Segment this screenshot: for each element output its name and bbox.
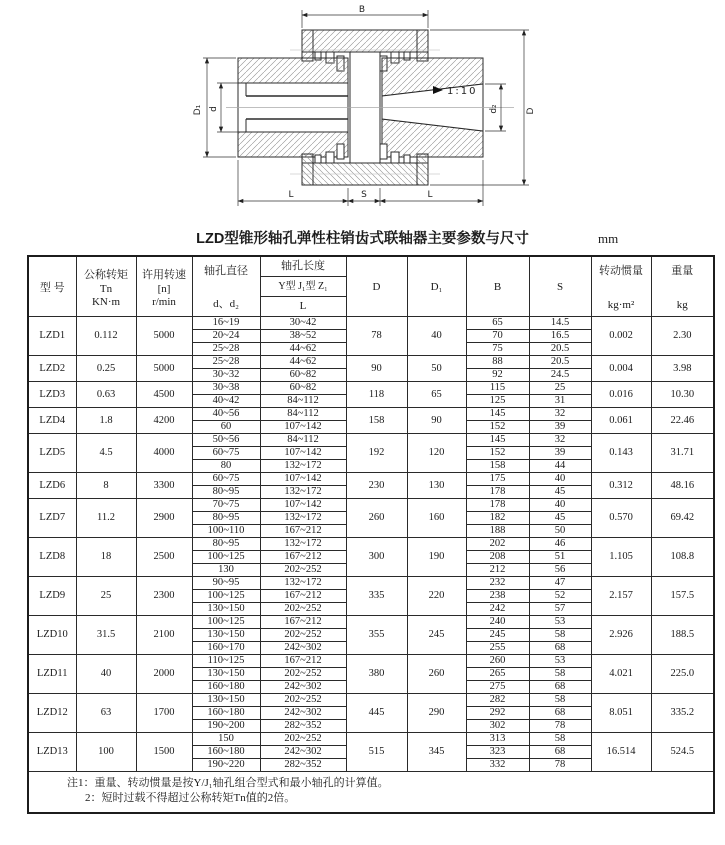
dim-label-d1: D₁ [193,104,203,116]
D-cell: 355 [346,616,407,655]
bore-length-cell: 242~302 [260,642,346,655]
B-cell: 152 [466,447,529,460]
weight-cell: 22.46 [651,408,714,434]
speed-cell: 3300 [136,473,192,499]
bore-length-cell: 84~112 [260,434,346,447]
torque-cell: 18 [76,538,136,577]
D-cell: 260 [346,499,407,538]
S-cell: 52 [529,590,591,603]
bore-diameter-cell: 190~220 [192,759,260,772]
S-cell: 57 [529,603,591,616]
B-cell: 232 [466,577,529,590]
S-cell: 58 [529,668,591,681]
inertia-cell: 16.514 [591,733,651,772]
S-cell: 68 [529,681,591,694]
B-cell: 65 [466,317,529,330]
inertia-cell: 2.157 [591,577,651,616]
D1-cell: 130 [407,473,466,499]
D1-cell: 290 [407,694,466,733]
col-header-torque [76,256,136,317]
D1-cell: 345 [407,733,466,772]
speed-cell: 2000 [136,655,192,694]
bore-diameter-cell: 110~125 [192,655,260,668]
technical-drawing [0,0,725,230]
bore-diameter-cell: 80~95 [192,486,260,499]
bore-diameter-cell: 130 [192,564,260,577]
bore-length-cell: 202~252 [260,629,346,642]
torque-cell: 31.5 [76,616,136,655]
bore-diameter-cell: 130~150 [192,603,260,616]
bore-length-cell: 167~212 [260,616,346,629]
S-cell: 68 [529,642,591,655]
bore-length-cell: 132~172 [260,486,346,499]
bore-length-cell: 84~112 [260,395,346,408]
bore-length-cell: 44~62 [260,343,346,356]
inertia-cell: 8.051 [591,694,651,733]
col-header-model [28,256,76,317]
D1-cell: 220 [407,577,466,616]
bore-diameter-cell: 160~180 [192,707,260,720]
S-cell: 68 [529,707,591,720]
speed-cell: 1700 [136,694,192,733]
S-cell: 78 [529,759,591,772]
bore-diameter-cell: 160~180 [192,746,260,759]
D-cell: 230 [346,473,407,499]
bore-diameter-cell: 70~75 [192,499,260,512]
bore-length-cell: 202~252 [260,668,346,681]
taper-label: 1:10 [447,86,478,97]
bore-length-cell: 44~62 [260,356,346,369]
note-line-2: 2：短时过载不得超过公称转矩Tn值的2倍。 [85,792,296,804]
speed-cell: 2300 [136,577,192,616]
weight-cell: 335.2 [651,694,714,733]
B-cell: 323 [466,746,529,759]
D1-cell: 120 [407,434,466,473]
parameter-table-wrap [27,255,715,814]
bore-diameter-cell: 100~125 [192,616,260,629]
torque-cell: 0.25 [76,356,136,382]
B-cell: 238 [466,590,529,603]
weight-cell: 157.5 [651,577,714,616]
bore-diameter-cell: 40~42 [192,395,260,408]
bore-diameter-cell: 160~170 [192,642,260,655]
speed-cell: 2100 [136,616,192,655]
bore-length-cell: 132~172 [260,577,346,590]
S-cell: 25 [529,382,591,395]
B-cell: 115 [466,382,529,395]
S-cell: 39 [529,421,591,434]
col-header-bore-length [260,256,346,317]
B-cell: 313 [466,733,529,746]
D1-cell: 160 [407,499,466,538]
S-cell: 58 [529,694,591,707]
header-torque-l3: KN·m [91,295,121,308]
inertia-cell: 0.061 [591,408,651,434]
note-line-1: 注1：重量、转动惯量是按Y/J₁轴孔组合型式和最小轴孔的计算值。 [67,777,389,789]
dim-label-l-right: L [427,190,433,200]
header-speed-l2: [n] [157,282,171,295]
bore-length-cell: 60~82 [260,382,346,395]
weight-cell: 48.16 [651,473,714,499]
torque-cell: 63 [76,694,136,733]
model-cell: LZD12 [28,694,76,733]
speed-cell: 4200 [136,408,192,434]
bore-length-cell: 242~302 [260,746,346,759]
B-cell: 75 [466,343,529,356]
bore-diameter-cell: 130~150 [192,694,260,707]
torque-cell: 1.8 [76,408,136,434]
bore-diameter-cell: 30~32 [192,369,260,382]
table-row [28,655,714,668]
bore-diameter-cell: 190~200 [192,720,260,733]
col-header-S [529,256,591,317]
torque-cell: 4.5 [76,434,136,473]
header-inertia-l2: kg·m² [607,298,635,311]
bore-diameter-cell: 20~24 [192,330,260,343]
torque-cell: 40 [76,655,136,694]
B-cell: 125 [466,395,529,408]
dim-label-d-cap: D [526,107,536,115]
bore-length-cell: 167~212 [260,551,346,564]
model-cell: LZD13 [28,733,76,772]
bore-diameter-cell: 60 [192,421,260,434]
bore-length-cell: 202~252 [260,603,346,616]
weight-cell: 225.0 [651,655,714,694]
bore-length-cell: 202~252 [260,564,346,577]
header-row [28,256,714,317]
B-cell: 158 [466,460,529,473]
bore-length-cell: 60~82 [260,369,346,382]
B-cell: 302 [466,720,529,733]
B-cell: 212 [466,564,529,577]
dim-label-b: B [358,5,366,15]
header-inertia-l1: 转动惯量 [599,264,643,277]
B-cell: 178 [466,499,529,512]
B-cell: 152 [466,421,529,434]
bore-diameter-cell: 80 [192,460,260,473]
bore-length-cell: 167~212 [260,590,346,603]
header-torque-l1: 公称转矩 [84,268,128,281]
bore-diameter-cell: 100~110 [192,525,260,538]
bore-length-cell: 30~42 [260,317,346,330]
unit-label: mm [598,231,619,246]
S-cell: 51 [529,551,591,564]
header-bore-d-l1: 轴孔直径 [204,264,248,277]
S-cell: 45 [529,512,591,525]
bore-length-cell: 84~112 [260,408,346,421]
notes-cell [28,772,714,814]
D-cell: 445 [346,694,407,733]
bore-diameter-cell: 60~75 [192,473,260,486]
S-cell: 16.5 [529,330,591,343]
inertia-cell: 0.004 [591,356,651,382]
bore-diameter-cell: 130~150 [192,629,260,642]
D-cell: 335 [346,577,407,616]
bore-length-cell: 132~172 [260,512,346,525]
weight-cell: 31.71 [651,434,714,473]
col-header-bore-diameter [192,256,260,317]
header-speed-l1: 许用转速 [142,268,186,281]
table-row [28,473,714,486]
model-cell: LZD8 [28,538,76,577]
table-notes [28,772,714,814]
weight-cell: 10.30 [651,382,714,408]
S-cell: 78 [529,720,591,733]
S-cell: 58 [529,733,591,746]
S-cell: 53 [529,655,591,668]
bore-length-cell: 132~172 [260,460,346,473]
S-cell: 40 [529,499,591,512]
B-cell: 260 [466,655,529,668]
header-B-label: B [493,280,502,293]
bore-diameter-cell: 25~28 [192,343,260,356]
S-cell: 46 [529,538,591,551]
D1-cell: 260 [407,655,466,694]
D-cell: 158 [346,408,407,434]
speed-cell: 1500 [136,733,192,772]
header-bore-len-l2: Y型 J₁型 Z₁ [261,277,346,297]
S-cell: 45 [529,486,591,499]
dim-label-l-left: L [288,190,294,200]
table-row [28,577,714,590]
model-cell: LZD5 [28,434,76,473]
bore-length-cell: 107~142 [260,447,346,460]
S-cell: 20.5 [529,356,591,369]
table-row [28,616,714,629]
model-cell: LZD2 [28,356,76,382]
col-header-D1 [407,256,466,317]
D1-cell: 40 [407,317,466,356]
table-header [28,256,714,317]
table-row [28,733,714,746]
S-cell: 53 [529,616,591,629]
S-cell: 39 [529,447,591,460]
inertia-cell: 0.002 [591,317,651,356]
parameter-table [27,255,715,814]
S-cell: 40 [529,473,591,486]
weight-cell: 524.5 [651,733,714,772]
speed-cell: 4500 [136,382,192,408]
bore-length-cell: 282~352 [260,720,346,733]
bore-diameter-cell: 40~56 [192,408,260,421]
inertia-cell: 0.016 [591,382,651,408]
B-cell: 292 [466,707,529,720]
bore-diameter-cell: 50~56 [192,434,260,447]
speed-cell: 2500 [136,538,192,577]
S-cell: 32 [529,408,591,421]
model-cell: LZD1 [28,317,76,356]
inertia-cell: 0.570 [591,499,651,538]
S-cell: 44 [529,460,591,473]
D-cell: 192 [346,434,407,473]
bore-diameter-cell: 25~28 [192,356,260,369]
bore-diameter-cell: 100~125 [192,551,260,564]
S-cell: 68 [529,746,591,759]
weight-cell: 3.98 [651,356,714,382]
D-cell: 300 [346,538,407,577]
B-cell: 92 [466,369,529,382]
B-cell: 208 [466,551,529,564]
inertia-cell: 1.105 [591,538,651,577]
D-cell: 90 [346,356,407,382]
D1-cell: 245 [407,616,466,655]
D-cell: 78 [346,317,407,356]
model-cell: LZD3 [28,382,76,408]
B-cell: 245 [466,629,529,642]
B-cell: 265 [466,668,529,681]
D-cell: 118 [346,382,407,408]
B-cell: 70 [466,330,529,343]
header-bore-len-l1: 轴孔长度 [261,257,346,277]
table-row [28,499,714,512]
page-title: LZD型锥形轴孔弹性柱销齿式联轴器主要参数与尺寸 [196,231,529,247]
S-cell: 20.5 [529,343,591,356]
B-cell: 88 [466,356,529,369]
bore-diameter-cell: 150 [192,733,260,746]
S-cell: 58 [529,629,591,642]
B-cell: 242 [466,603,529,616]
B-cell: 145 [466,408,529,421]
bore-length-cell: 202~252 [260,694,346,707]
D-cell: 380 [346,655,407,694]
B-cell: 255 [466,642,529,655]
bore-diameter-cell: 130~150 [192,668,260,681]
speed-cell: 4000 [136,434,192,473]
D1-cell: 50 [407,356,466,382]
bore-length-cell: 167~212 [260,655,346,668]
S-cell: 56 [529,564,591,577]
table-row [28,434,714,447]
bore-length-cell: 167~212 [260,525,346,538]
B-cell: 178 [466,486,529,499]
dim-label-d2: d₂ [489,104,499,114]
bore-diameter-cell: 80~95 [192,538,260,551]
table-body [28,317,714,772]
B-cell: 145 [466,434,529,447]
B-cell: 240 [466,616,529,629]
bore-length-cell: 38~52 [260,330,346,343]
weight-cell: 2.30 [651,317,714,356]
S-cell: 24.5 [529,369,591,382]
weight-cell: 69.42 [651,499,714,538]
D1-cell: 90 [407,408,466,434]
model-cell: LZD6 [28,473,76,499]
col-header-speed [136,256,192,317]
B-cell: 188 [466,525,529,538]
B-cell: 182 [466,512,529,525]
col-header-D [346,256,407,317]
header-speed-l3: r/min [152,295,176,308]
weight-cell: 188.5 [651,616,714,655]
header-torque-l2: Tn [99,282,113,295]
inertia-cell: 0.312 [591,473,651,499]
dim-label-s: S [361,190,367,200]
B-cell: 275 [466,681,529,694]
col-header-weight [651,256,714,317]
torque-cell: 8 [76,473,136,499]
bore-length-cell: 107~142 [260,499,346,512]
col-header-inertia [591,256,651,317]
dim-label-d: d [209,106,219,112]
bore-diameter-cell: 100~125 [192,590,260,603]
bore-length-cell: 107~142 [260,473,346,486]
torque-cell: 0.112 [76,317,136,356]
header-D1-label: D₁ [430,280,443,293]
bore-length-cell: 242~302 [260,681,346,694]
inertia-cell: 4.021 [591,655,651,694]
bore-length-cell: 107~142 [260,421,346,434]
torque-cell: 100 [76,733,136,772]
model-cell: LZD10 [28,616,76,655]
col-header-B [466,256,529,317]
torque-cell: 11.2 [76,499,136,538]
table-row [28,408,714,421]
header-bore-d-l2: d、d₂ [213,297,239,310]
S-cell: 50 [529,525,591,538]
header-weight-l1: 重量 [671,264,694,277]
torque-cell: 25 [76,577,136,616]
B-cell: 175 [466,473,529,486]
bore-diameter-cell: 16~19 [192,317,260,330]
B-cell: 332 [466,759,529,772]
bore-length-cell: 242~302 [260,707,346,720]
speed-cell: 5000 [136,356,192,382]
bore-length-cell: 202~252 [260,733,346,746]
bore-diameter-cell: 30~38 [192,382,260,395]
S-cell: 47 [529,577,591,590]
inertia-cell: 0.143 [591,434,651,473]
torque-cell: 0.63 [76,382,136,408]
S-cell: 31 [529,395,591,408]
D1-cell: 65 [407,382,466,408]
title-row [0,227,725,251]
notes-row [28,772,714,814]
bore-length-cell: 282~352 [260,759,346,772]
model-cell: LZD4 [28,408,76,434]
S-cell: 32 [529,434,591,447]
bore-length-cell: 132~172 [260,538,346,551]
bore-diameter-cell: 160~180 [192,681,260,694]
B-cell: 202 [466,538,529,551]
header-weight-l2: kg [676,298,688,311]
B-cell: 282 [466,694,529,707]
speed-cell: 2900 [136,499,192,538]
weight-cell: 108.8 [651,538,714,577]
table-row [28,317,714,330]
table-row [28,382,714,395]
D1-cell: 190 [407,538,466,577]
table-row [28,694,714,707]
inertia-cell: 2.926 [591,616,651,655]
table-row [28,356,714,369]
bore-diameter-cell: 60~75 [192,447,260,460]
header-D-label: D [372,280,381,293]
header-S-label: S [556,280,564,293]
table-row [28,538,714,551]
S-cell: 14.5 [529,317,591,330]
model-cell: LZD9 [28,577,76,616]
model-cell: LZD7 [28,499,76,538]
model-cell: LZD11 [28,655,76,694]
header-bore-len-l3: L [299,300,307,312]
bore-diameter-cell: 80~95 [192,512,260,525]
D-cell: 515 [346,733,407,772]
bore-diameter-cell: 90~95 [192,577,260,590]
speed-cell: 5000 [136,317,192,356]
header-model-label: 型 号 [39,281,65,294]
